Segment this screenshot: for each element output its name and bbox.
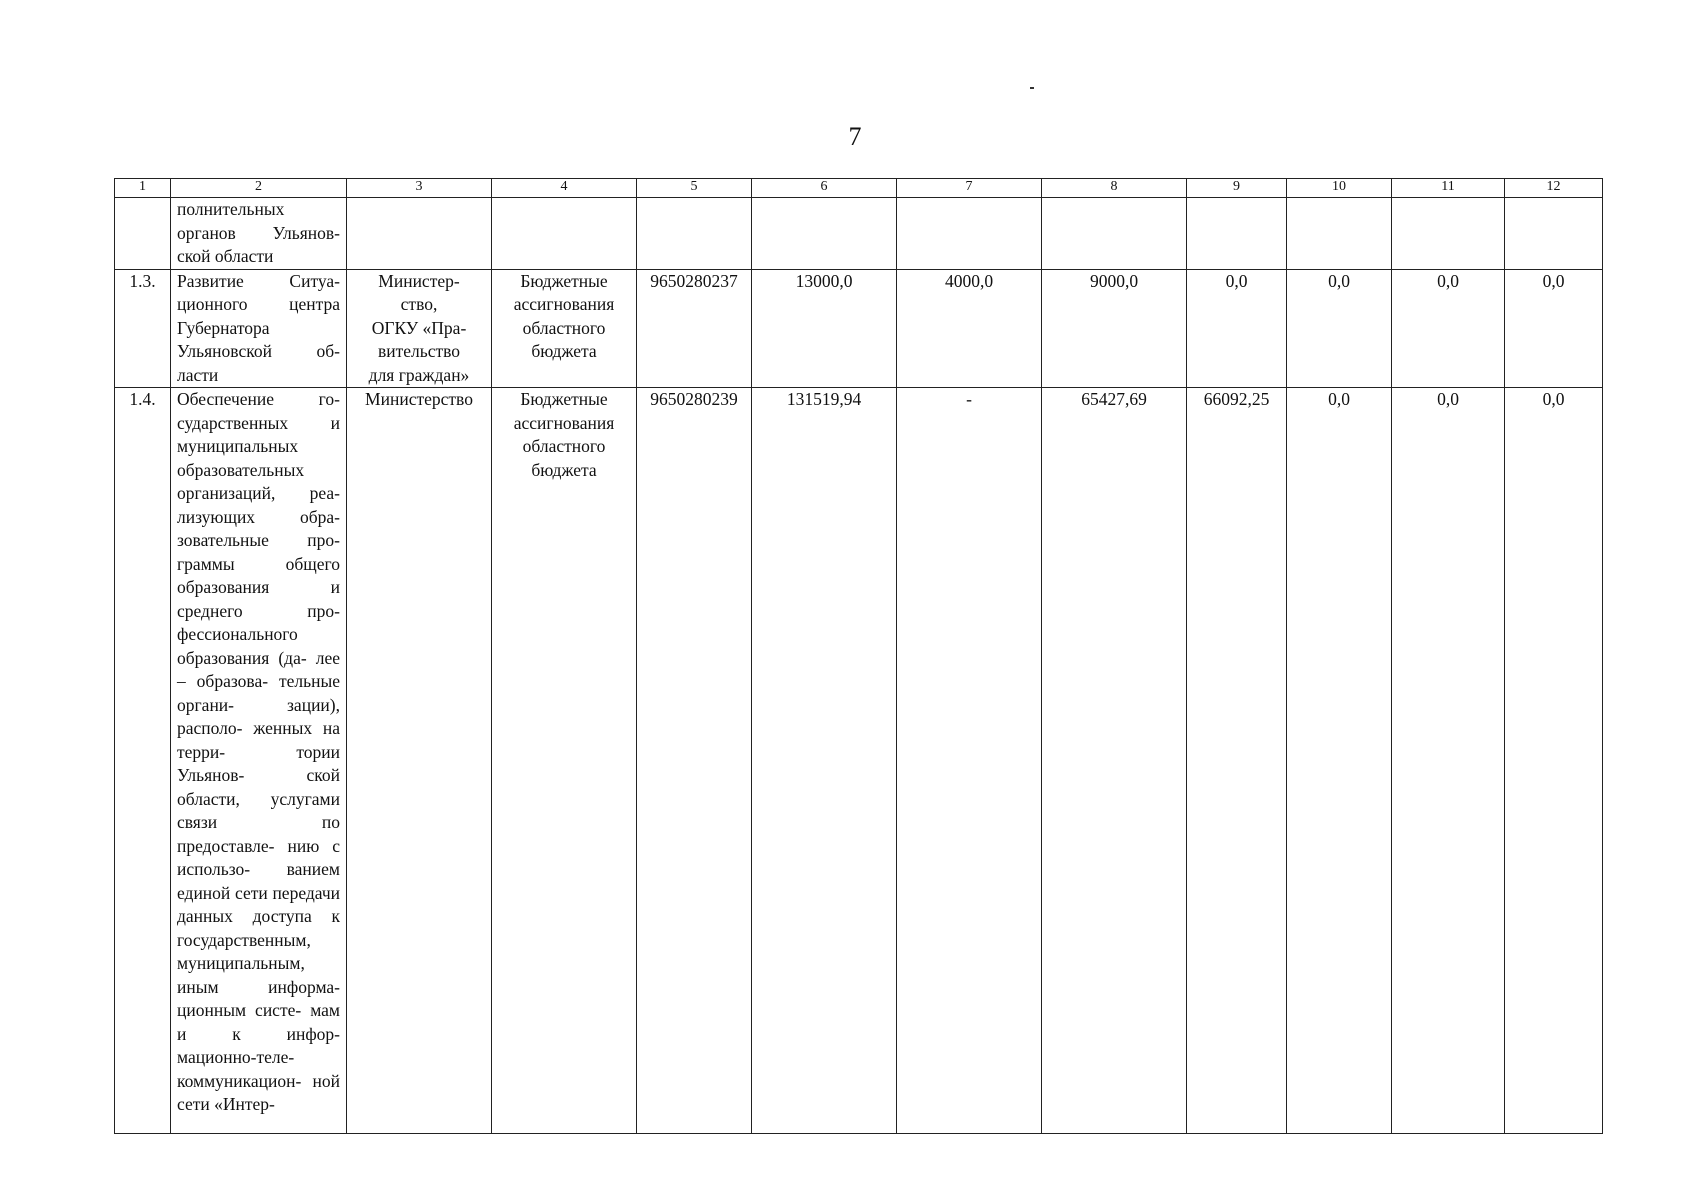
header-cell: 1: [115, 179, 171, 198]
year-amount: 0,0: [1505, 388, 1603, 1134]
year-amount: -: [897, 388, 1042, 1134]
year-amount: 66092,25: [1187, 388, 1287, 1134]
year-amount: 0,0: [1392, 388, 1505, 1134]
funding-source: [492, 198, 637, 270]
total-amount: [752, 198, 897, 270]
row-number: 1.4.: [115, 388, 171, 1134]
header-cell: 9: [1187, 179, 1287, 198]
year-amount: 9000,0: [1042, 269, 1187, 388]
row-number: 1.3.: [115, 269, 171, 388]
year-amount: [1287, 198, 1392, 270]
scan-speck: [1030, 87, 1034, 89]
year-amount: [1187, 198, 1287, 270]
header-cell: 2: [171, 179, 347, 198]
year-amount: 0,0: [1287, 388, 1392, 1134]
header-number-row: [115, 179, 1603, 198]
table-row: [115, 388, 1603, 1134]
measure-name: полнительных органов Ульянов- ской области: [171, 198, 347, 270]
header-cell: 12: [1505, 179, 1603, 198]
header-cell: 5: [637, 179, 752, 198]
header-cell: 6: [752, 179, 897, 198]
page-number: 7: [848, 122, 862, 151]
year-amount: 0,0: [1187, 269, 1287, 388]
budget-code: 9650280239: [637, 388, 752, 1134]
header-cell: 11: [1392, 179, 1505, 198]
year-amount: [1505, 198, 1603, 270]
year-amount: 0,0: [1505, 269, 1603, 388]
executor: Министер- ство, ОГКУ «Пра- вительство для граждан»: [347, 269, 492, 388]
funding-source: Бюджетные ассигнования областного бюджета: [492, 269, 637, 388]
header-cell: 8: [1042, 179, 1187, 198]
year-amount: 65427,69: [1042, 388, 1187, 1134]
year-amount: [897, 198, 1042, 270]
header-cell: 10: [1287, 179, 1392, 198]
executor: Министерство: [347, 388, 492, 1134]
row-number: [115, 198, 171, 270]
budget-table: [114, 178, 1603, 1134]
year-amount: [1042, 198, 1187, 270]
total-amount: 131519,94: [752, 388, 897, 1134]
funding-source: Бюджетные ассигнования областного бюджета: [492, 388, 637, 1134]
year-amount: 0,0: [1287, 269, 1392, 388]
header-cell: 3: [347, 179, 492, 198]
total-amount: 13000,0: [752, 269, 897, 388]
budget-code: 9650280237: [637, 269, 752, 388]
executor: [347, 198, 492, 270]
header-cell: 4: [492, 179, 637, 198]
table-row: [115, 269, 1603, 388]
header-cell: 7: [897, 179, 1042, 198]
year-amount: 0,0: [1392, 269, 1505, 388]
year-amount: [1392, 198, 1505, 270]
budget-code: [637, 198, 752, 270]
year-amount: 4000,0: [897, 269, 1042, 388]
measure-name: Обеспечение го- сударственных и муниципальных образовательных организаций, реа- лизующих обра- зовательные про- граммы общего образования и среднего про- фессионального образования (да- лее – образова- тельные органи- зации), располо- женных на терри- тории Ульянов- ской области, услугами связи по предоставле- нию с использо- ванием единой сети передачи данных доступа к государственным, муниципальным, иным информа- ционным систе- мам и к инфор- мационно-теле- коммуникацион- ной сети «Интер-: [171, 388, 347, 1134]
table-row: [115, 198, 1603, 270]
measure-name: Развитие Ситуа- ционного центра Губернатора Ульяновской об- ласти: [171, 269, 347, 388]
